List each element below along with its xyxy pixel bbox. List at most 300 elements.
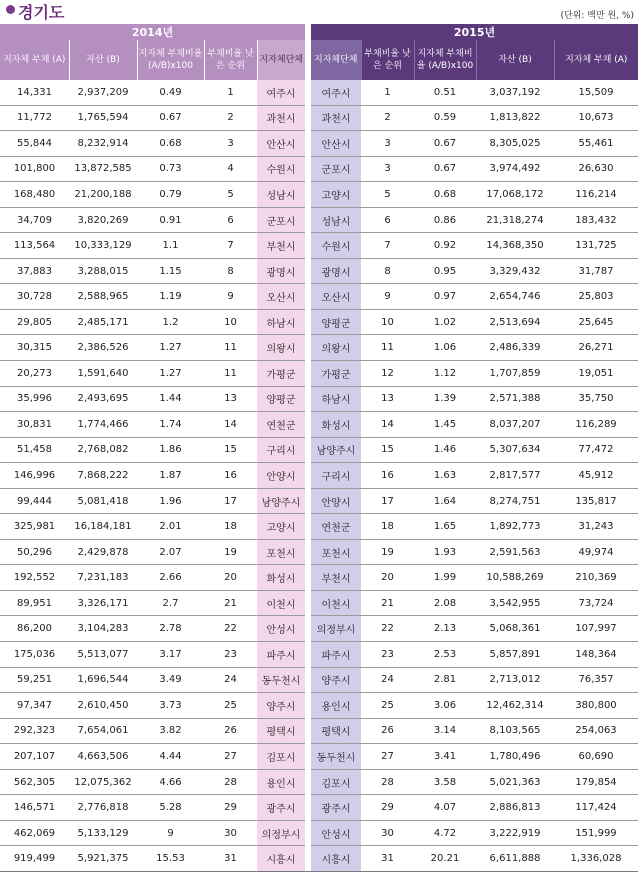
- cell-name-2015: 용인시: [311, 693, 361, 719]
- cell-asset-2014: 5,081,418: [69, 488, 137, 514]
- cell-ratio-2014: 0.68: [137, 131, 204, 157]
- cell-ratio-2015: 4.07: [414, 795, 476, 821]
- cell-name-2014: 동두천시: [257, 667, 305, 693]
- table-row: [0, 207, 638, 233]
- cell-rank-2014: 18: [204, 514, 257, 540]
- cell-debt-2015: 107,997: [554, 616, 638, 642]
- table-body: [0, 80, 638, 871]
- cell-rank-2014: 28: [204, 769, 257, 795]
- cell-asset-2015: 8,037,207: [476, 412, 554, 438]
- cell-rank-2014: 1: [204, 80, 257, 105]
- cell-asset-2014: 3,104,283: [69, 616, 137, 642]
- cell-asset-2014: 21,200,188: [69, 182, 137, 208]
- cell-debt-2014: 175,036: [0, 642, 69, 668]
- table-row: [0, 769, 638, 795]
- cell-asset-2014: 2,485,171: [69, 309, 137, 335]
- cell-rank-2015: 19: [361, 539, 414, 565]
- cell-debt-2015: 26,630: [554, 156, 638, 182]
- table-row: [0, 667, 638, 693]
- cell-ratio-2015: 0.68: [414, 182, 476, 208]
- cell-ratio-2015: 2.08: [414, 590, 476, 616]
- cell-rank-2015: 28: [361, 769, 414, 795]
- table-row: [0, 361, 638, 387]
- cell-ratio-2014: 1.2: [137, 309, 204, 335]
- cell-asset-2015: 8,305,025: [476, 131, 554, 157]
- cell-name-2014: 화성시: [257, 565, 305, 591]
- cell-asset-2015: 8,103,565: [476, 718, 554, 744]
- cell-rank-2015: 10: [361, 309, 414, 335]
- cell-rank-2014: 16: [204, 463, 257, 489]
- cell-ratio-2015: 1.93: [414, 539, 476, 565]
- cell-debt-2015: 148,364: [554, 642, 638, 668]
- cell-asset-2015: 5,068,361: [476, 616, 554, 642]
- cell-debt-2014: 30,315: [0, 335, 69, 361]
- cell-debt-2014: 146,996: [0, 463, 69, 489]
- cell-ratio-2014: 1.19: [137, 284, 204, 310]
- cell-rank-2015: 12: [361, 361, 414, 387]
- table-row: [0, 795, 638, 821]
- cell-ratio-2014: 1.96: [137, 488, 204, 514]
- cell-name-2015: 연천군: [311, 514, 361, 540]
- cell-name-2015: 오산시: [311, 284, 361, 310]
- cell-name-2015: 동두천시: [311, 744, 361, 770]
- cell-debt-2015: 15,509: [554, 80, 638, 105]
- cell-asset-2015: 1,813,822: [476, 105, 554, 131]
- cell-ratio-2015: 0.95: [414, 258, 476, 284]
- cell-name-2014: 평택시: [257, 718, 305, 744]
- cell-name-2015: 광주시: [311, 795, 361, 821]
- cell-rank-2015: 3: [361, 156, 414, 182]
- cell-asset-2014: 5,513,077: [69, 642, 137, 668]
- cell-debt-2014: 86,200: [0, 616, 69, 642]
- cell-debt-2015: 131,725: [554, 233, 638, 259]
- cell-name-2014: 남양주시: [257, 488, 305, 514]
- cell-rank-2014: 11: [204, 361, 257, 387]
- table-row: [0, 846, 638, 872]
- cell-ratio-2014: 3.82: [137, 718, 204, 744]
- col-rank-2015: 부채비율 낮은 순위: [361, 40, 414, 80]
- cell-name-2015: 광명시: [311, 258, 361, 284]
- debt-ratio-table: [0, 24, 638, 872]
- cell-rank-2014: 27: [204, 744, 257, 770]
- cell-ratio-2014: 1.27: [137, 335, 204, 361]
- cell-asset-2014: 3,288,015: [69, 258, 137, 284]
- cell-asset-2015: 2,713,012: [476, 667, 554, 693]
- cell-ratio-2014: 2.78: [137, 616, 204, 642]
- cell-ratio-2014: 5.28: [137, 795, 204, 821]
- cell-debt-2015: 135,817: [554, 488, 638, 514]
- cell-rank-2014: 24: [204, 667, 257, 693]
- cell-rank-2014: 11: [204, 335, 257, 361]
- cell-ratio-2014: 4.66: [137, 769, 204, 795]
- table-row: [0, 386, 638, 412]
- cell-name-2015: 안성시: [311, 820, 361, 846]
- cell-ratio-2015: 0.67: [414, 131, 476, 157]
- cell-rank-2015: 3: [361, 131, 414, 157]
- table-row: [0, 488, 638, 514]
- cell-name-2015: 부천시: [311, 565, 361, 591]
- cell-name-2014: 시흥시: [257, 846, 305, 872]
- cell-rank-2014: 19: [204, 539, 257, 565]
- cell-debt-2014: 30,831: [0, 412, 69, 438]
- cell-name-2015: 김포시: [311, 769, 361, 795]
- table-row: [0, 105, 638, 131]
- cell-asset-2014: 7,231,183: [69, 565, 137, 591]
- cell-asset-2015: 14,368,350: [476, 233, 554, 259]
- year-2015-header: 2015년: [311, 24, 638, 40]
- cell-asset-2014: 2,610,450: [69, 693, 137, 719]
- table-row: [0, 744, 638, 770]
- cell-rank-2015: 27: [361, 744, 414, 770]
- cell-rank-2014: 23: [204, 642, 257, 668]
- cell-asset-2015: 5,857,891: [476, 642, 554, 668]
- cell-asset-2015: 3,974,492: [476, 156, 554, 182]
- cell-rank-2014: 5: [204, 182, 257, 208]
- cell-ratio-2014: 2.66: [137, 565, 204, 591]
- cell-rank-2014: 20: [204, 565, 257, 591]
- cell-debt-2014: 89,951: [0, 590, 69, 616]
- cell-asset-2014: 5,921,375: [69, 846, 137, 872]
- cell-name-2015: 안양시: [311, 488, 361, 514]
- cell-asset-2015: 2,486,339: [476, 335, 554, 361]
- cell-ratio-2014: 2.07: [137, 539, 204, 565]
- cell-name-2014: 광주시: [257, 795, 305, 821]
- cell-name-2014: 의왕시: [257, 335, 305, 361]
- cell-debt-2014: 325,981: [0, 514, 69, 540]
- cell-debt-2014: 101,800: [0, 156, 69, 182]
- cell-name-2014: 고양시: [257, 514, 305, 540]
- cell-ratio-2015: 20.21: [414, 846, 476, 872]
- cell-name-2015: 화성시: [311, 412, 361, 438]
- col-rank-2014: 부채비율 낮은 순위: [204, 40, 257, 80]
- cell-rank-2014: 3: [204, 131, 257, 157]
- cell-debt-2014: 97,347: [0, 693, 69, 719]
- cell-rank-2015: 14: [361, 412, 414, 438]
- cell-debt-2015: 210,369: [554, 565, 638, 591]
- cell-name-2015: 고양시: [311, 182, 361, 208]
- cell-asset-2015: 6,611,888: [476, 846, 554, 872]
- cell-asset-2014: 1,591,640: [69, 361, 137, 387]
- cell-name-2014: 양평군: [257, 386, 305, 412]
- cell-asset-2015: 2,591,563: [476, 539, 554, 565]
- cell-name-2014: 안성시: [257, 616, 305, 642]
- cell-asset-2015: 3,037,192: [476, 80, 554, 105]
- table-row: [0, 565, 638, 591]
- cell-debt-2015: 254,063: [554, 718, 638, 744]
- col-name-2014: 지자체단체: [257, 40, 305, 80]
- cell-name-2015: 여주시: [311, 80, 361, 105]
- cell-asset-2015: 10,588,269: [476, 565, 554, 591]
- cell-rank-2014: 29: [204, 795, 257, 821]
- cell-ratio-2014: 0.49: [137, 80, 204, 105]
- cell-ratio-2015: 4.72: [414, 820, 476, 846]
- cell-rank-2015: 25: [361, 693, 414, 719]
- cell-name-2015: 안산시: [311, 131, 361, 157]
- cell-asset-2015: 5,307,634: [476, 437, 554, 463]
- cell-asset-2015: 2,571,388: [476, 386, 554, 412]
- cell-debt-2015: 1,336,028: [554, 846, 638, 872]
- cell-asset-2014: 2,776,818: [69, 795, 137, 821]
- cell-ratio-2015: 1.45: [414, 412, 476, 438]
- cell-debt-2014: 292,323: [0, 718, 69, 744]
- cell-ratio-2015: 0.86: [414, 207, 476, 233]
- cell-debt-2015: 116,289: [554, 412, 638, 438]
- cell-rank-2014: 26: [204, 718, 257, 744]
- cell-ratio-2014: 1.86: [137, 437, 204, 463]
- cell-ratio-2014: 0.91: [137, 207, 204, 233]
- cell-debt-2015: 73,724: [554, 590, 638, 616]
- cell-debt-2015: 49,974: [554, 539, 638, 565]
- cell-name-2014: 연천군: [257, 412, 305, 438]
- cell-asset-2014: 2,429,878: [69, 539, 137, 565]
- cell-debt-2015: 25,645: [554, 309, 638, 335]
- cell-rank-2015: 6: [361, 207, 414, 233]
- cell-name-2015: 하남시: [311, 386, 361, 412]
- cell-ratio-2014: 3.17: [137, 642, 204, 668]
- cell-asset-2015: 3,329,432: [476, 258, 554, 284]
- cell-name-2014: 성남시: [257, 182, 305, 208]
- page-header: [0, 0, 640, 24]
- cell-debt-2014: 30,728: [0, 284, 69, 310]
- cell-ratio-2015: 0.92: [414, 233, 476, 259]
- cell-debt-2014: 146,571: [0, 795, 69, 821]
- cell-debt-2014: 562,305: [0, 769, 69, 795]
- cell-asset-2014: 1,765,594: [69, 105, 137, 131]
- cell-rank-2014: 22: [204, 616, 257, 642]
- cell-ratio-2014: 1.27: [137, 361, 204, 387]
- cell-asset-2014: 2,386,526: [69, 335, 137, 361]
- cell-asset-2015: 3,542,955: [476, 590, 554, 616]
- cell-name-2015: 군포시: [311, 156, 361, 182]
- cell-ratio-2014: 1.44: [137, 386, 204, 412]
- cell-rank-2015: 18: [361, 514, 414, 540]
- cell-name-2015: 이천시: [311, 590, 361, 616]
- cell-rank-2014: 9: [204, 284, 257, 310]
- cell-asset-2015: 1,892,773: [476, 514, 554, 540]
- cell-debt-2014: 59,251: [0, 667, 69, 693]
- cell-name-2015: 파주시: [311, 642, 361, 668]
- cell-rank-2015: 8: [361, 258, 414, 284]
- cell-name-2015: 남양주시: [311, 437, 361, 463]
- cell-rank-2015: 11: [361, 335, 414, 361]
- cell-debt-2015: 10,673: [554, 105, 638, 131]
- cell-rank-2015: 30: [361, 820, 414, 846]
- cell-asset-2015: 5,021,363: [476, 769, 554, 795]
- cell-asset-2014: 4,663,506: [69, 744, 137, 770]
- col-ratio-2014: 지자체 부채비율 (A/B)x100: [137, 40, 204, 80]
- cell-debt-2015: 151,999: [554, 820, 638, 846]
- cell-ratio-2015: 1.02: [414, 309, 476, 335]
- cell-debt-2015: 380,800: [554, 693, 638, 719]
- cell-ratio-2015: 3.06: [414, 693, 476, 719]
- cell-asset-2014: 1,696,544: [69, 667, 137, 693]
- cell-asset-2015: 17,068,172: [476, 182, 554, 208]
- cell-debt-2015: 55,461: [554, 131, 638, 157]
- cell-rank-2015: 5: [361, 182, 414, 208]
- cell-debt-2014: 20,273: [0, 361, 69, 387]
- cell-ratio-2015: 1.63: [414, 463, 476, 489]
- cell-asset-2014: 3,326,171: [69, 590, 137, 616]
- cell-rank-2014: 25: [204, 693, 257, 719]
- cell-ratio-2014: 4.44: [137, 744, 204, 770]
- cell-rank-2014: 7: [204, 233, 257, 259]
- cell-debt-2015: 19,051: [554, 361, 638, 387]
- cell-ratio-2014: 3.49: [137, 667, 204, 693]
- cell-name-2014: 김포시: [257, 744, 305, 770]
- cell-rank-2014: 31: [204, 846, 257, 872]
- cell-ratio-2015: 3.41: [414, 744, 476, 770]
- col-debt-2015: 지자체 부채 (A): [554, 40, 638, 80]
- cell-debt-2014: 55,844: [0, 131, 69, 157]
- cell-name-2014: 구리시: [257, 437, 305, 463]
- table-row: [0, 437, 638, 463]
- cell-asset-2015: 21,318,274: [476, 207, 554, 233]
- cell-debt-2015: 26,271: [554, 335, 638, 361]
- cell-ratio-2014: 0.79: [137, 182, 204, 208]
- cell-ratio-2015: 1.99: [414, 565, 476, 591]
- cell-name-2015: 구리시: [311, 463, 361, 489]
- cell-asset-2014: 3,820,269: [69, 207, 137, 233]
- cell-name-2014: 파주시: [257, 642, 305, 668]
- unit-note: (단위: 백만 원, %): [560, 11, 634, 21]
- table-row: [0, 335, 638, 361]
- cell-asset-2015: 2,817,577: [476, 463, 554, 489]
- cell-debt-2014: 99,444: [0, 488, 69, 514]
- cell-asset-2014: 2,937,209: [69, 80, 137, 105]
- cell-name-2015: 평택시: [311, 718, 361, 744]
- cell-name-2014: 가평군: [257, 361, 305, 387]
- cell-debt-2015: 31,243: [554, 514, 638, 540]
- cell-debt-2014: 168,480: [0, 182, 69, 208]
- cell-rank-2015: 22: [361, 616, 414, 642]
- cell-name-2014: 오산시: [257, 284, 305, 310]
- cell-debt-2014: 192,552: [0, 565, 69, 591]
- bullet-icon: [6, 5, 15, 14]
- cell-debt-2015: 60,690: [554, 744, 638, 770]
- cell-debt-2014: 50,296: [0, 539, 69, 565]
- cell-debt-2014: 35,996: [0, 386, 69, 412]
- cell-name-2014: 과천시: [257, 105, 305, 131]
- cell-asset-2015: 2,513,694: [476, 309, 554, 335]
- cell-rank-2014: 2: [204, 105, 257, 131]
- cell-asset-2015: 12,462,314: [476, 693, 554, 719]
- cell-rank-2015: 2: [361, 105, 414, 131]
- cell-ratio-2015: 2.13: [414, 616, 476, 642]
- table-row: [0, 80, 638, 105]
- cell-debt-2014: 113,564: [0, 233, 69, 259]
- cell-ratio-2015: 1.39: [414, 386, 476, 412]
- cell-rank-2015: 29: [361, 795, 414, 821]
- cell-ratio-2014: 3.73: [137, 693, 204, 719]
- cell-debt-2015: 25,803: [554, 284, 638, 310]
- cell-asset-2014: 13,872,585: [69, 156, 137, 182]
- cell-name-2015: 양평군: [311, 309, 361, 335]
- cell-debt-2014: 207,107: [0, 744, 69, 770]
- table-row: [0, 718, 638, 744]
- cell-name-2014: 부천시: [257, 233, 305, 259]
- cell-name-2014: 하남시: [257, 309, 305, 335]
- cell-debt-2015: 183,432: [554, 207, 638, 233]
- col-asset-2015: 자산 (B): [476, 40, 554, 80]
- cell-name-2014: 광명시: [257, 258, 305, 284]
- cell-rank-2015: 21: [361, 590, 414, 616]
- cell-name-2014: 의정부시: [257, 820, 305, 846]
- cell-rank-2014: 14: [204, 412, 257, 438]
- cell-name-2015: 성남시: [311, 207, 361, 233]
- cell-ratio-2015: 0.67: [414, 156, 476, 182]
- cell-asset-2014: 12,075,362: [69, 769, 137, 795]
- cell-asset-2014: 10,333,129: [69, 233, 137, 259]
- cell-ratio-2014: 15.53: [137, 846, 204, 872]
- cell-ratio-2014: 1.1: [137, 233, 204, 259]
- cell-debt-2014: 37,883: [0, 258, 69, 284]
- cell-asset-2015: 8,274,751: [476, 488, 554, 514]
- cell-ratio-2014: 2.7: [137, 590, 204, 616]
- cell-name-2015: 수원시: [311, 233, 361, 259]
- cell-name-2014: 양주시: [257, 693, 305, 719]
- cell-asset-2014: 16,184,181: [69, 514, 137, 540]
- cell-asset-2015: 1,780,496: [476, 744, 554, 770]
- table-row: [0, 539, 638, 565]
- cell-name-2014: 군포시: [257, 207, 305, 233]
- cell-ratio-2015: 2.81: [414, 667, 476, 693]
- table-row: [0, 131, 638, 157]
- cell-debt-2014: 51,458: [0, 437, 69, 463]
- table-row: [0, 514, 638, 540]
- table-row: [0, 463, 638, 489]
- cell-asset-2015: 1,707,859: [476, 361, 554, 387]
- cell-asset-2014: 7,654,061: [69, 718, 137, 744]
- cell-asset-2014: 1,774,466: [69, 412, 137, 438]
- cell-asset-2014: 7,868,222: [69, 463, 137, 489]
- cell-rank-2014: 6: [204, 207, 257, 233]
- cell-ratio-2015: 1.64: [414, 488, 476, 514]
- cell-debt-2015: 116,214: [554, 182, 638, 208]
- cell-ratio-2014: 1.74: [137, 412, 204, 438]
- cell-asset-2015: 2,886,813: [476, 795, 554, 821]
- cell-asset-2014: 5,133,129: [69, 820, 137, 846]
- cell-rank-2015: 26: [361, 718, 414, 744]
- cell-debt-2015: 117,424: [554, 795, 638, 821]
- cell-rank-2015: 15: [361, 437, 414, 463]
- table-row: [0, 233, 638, 259]
- cell-ratio-2014: 0.67: [137, 105, 204, 131]
- table-row: [0, 258, 638, 284]
- cell-ratio-2014: 9: [137, 820, 204, 846]
- cell-ratio-2015: 1.06: [414, 335, 476, 361]
- table-row: [0, 309, 638, 335]
- cell-ratio-2014: 1.87: [137, 463, 204, 489]
- cell-asset-2014: 2,768,082: [69, 437, 137, 463]
- cell-ratio-2015: 3.58: [414, 769, 476, 795]
- cell-debt-2014: 34,709: [0, 207, 69, 233]
- cell-ratio-2015: 2.53: [414, 642, 476, 668]
- cell-debt-2015: 76,357: [554, 667, 638, 693]
- cell-asset-2015: 3,222,919: [476, 820, 554, 846]
- page-title: 경기도: [18, 3, 65, 22]
- col-asset-2014: 자산 (B): [69, 40, 137, 80]
- table-row: [0, 693, 638, 719]
- cell-name-2014: 수원시: [257, 156, 305, 182]
- cell-debt-2014: 11,772: [0, 105, 69, 131]
- cell-rank-2014: 21: [204, 590, 257, 616]
- cell-asset-2014: 8,232,914: [69, 131, 137, 157]
- cell-debt-2015: 77,472: [554, 437, 638, 463]
- table-row: [0, 820, 638, 846]
- cell-ratio-2015: 0.59: [414, 105, 476, 131]
- cell-rank-2015: 23: [361, 642, 414, 668]
- cell-ratio-2015: 3.14: [414, 718, 476, 744]
